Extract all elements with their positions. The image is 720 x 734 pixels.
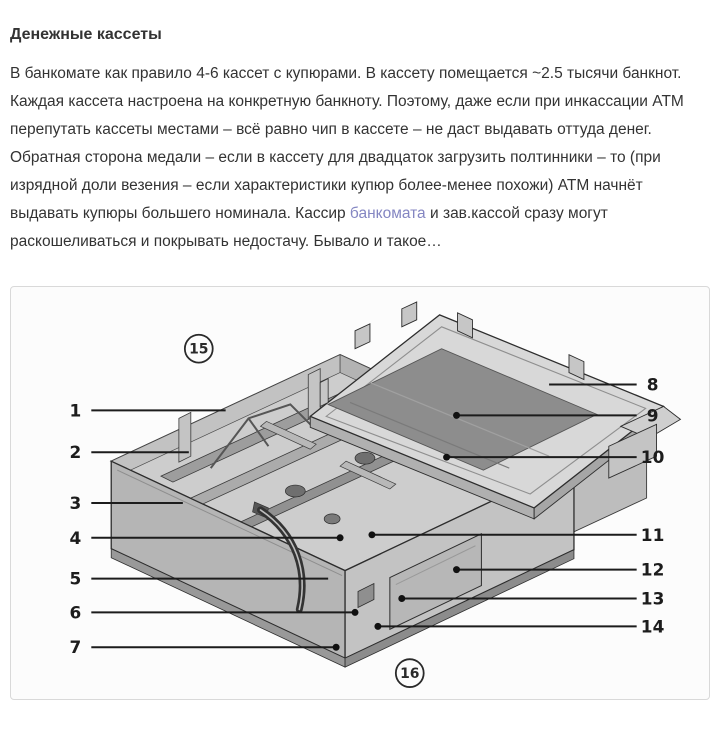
callout-dot-12 [453, 566, 460, 573]
circled-label-number-16: 16 [400, 666, 420, 683]
callout-number-1: 1 [69, 400, 82, 421]
callout-number-14: 14 [640, 616, 665, 637]
callout-number-4: 4 [69, 527, 82, 548]
callout-number-11: 11 [640, 524, 665, 545]
callout-number-2: 2 [69, 442, 82, 463]
callout-number-9: 9 [646, 405, 659, 426]
callout-number-6: 6 [69, 602, 82, 623]
callout-number-13: 13 [640, 588, 665, 609]
paragraph-text-after-link: и зав.кассой сразу могут раскошеливаться и покрывать недостачу. Бывало и такое… [10, 205, 608, 250]
callout-number-5: 5 [69, 568, 82, 589]
callout-dot-9 [453, 412, 460, 419]
lid-clip [320, 379, 328, 407]
cassette-diagram [11, 287, 709, 699]
callout-number-7: 7 [69, 637, 82, 658]
lid-tab [355, 324, 370, 349]
circled-label-number-15: 15 [189, 341, 209, 358]
feed-roller [324, 514, 340, 524]
feed-roller [285, 485, 305, 497]
paragraph-text-before-link: В банкомате как правило 4-6 кассет с купюрами. В кассету помещается ~2.5 тысячи банкнот. Каждая кассета настроена на конкретную банкноту. Поэтому, даже если при инкассации ATM перепутать кассеты местами – всё равно чип в кассете – не даст выдавать оттуда денег. Обратная сторона медали – если в кассету для двадцаток загрузить полтинники – то (при изрядной доли везения – если характеристики купюр более-менее похожи) ATM начнёт выдавать купюры большего номинала. Кассир [10, 65, 684, 222]
callout-dot-11 [368, 531, 375, 538]
lid-tab [402, 302, 417, 327]
callout-dot-10 [443, 454, 450, 461]
article-paragraph [10, 60, 710, 256]
cassette-figure [10, 286, 710, 700]
callout-number-8: 8 [646, 374, 659, 395]
callout-dot-14 [374, 623, 381, 630]
callout-dot-6 [352, 609, 359, 616]
guide-post [179, 412, 191, 462]
bankomat-link[interactable]: банкомата [349, 205, 426, 222]
callout-dot-7 [333, 644, 340, 651]
callout-dot-4 [337, 534, 344, 541]
callout-number-10: 10 [640, 447, 665, 468]
page-title: Денежные кассеты [10, 26, 162, 43]
callout-number-3: 3 [69, 492, 82, 513]
callout-number-12: 12 [640, 559, 665, 580]
feed-roller [355, 452, 375, 464]
callout-dot-13 [398, 595, 405, 602]
